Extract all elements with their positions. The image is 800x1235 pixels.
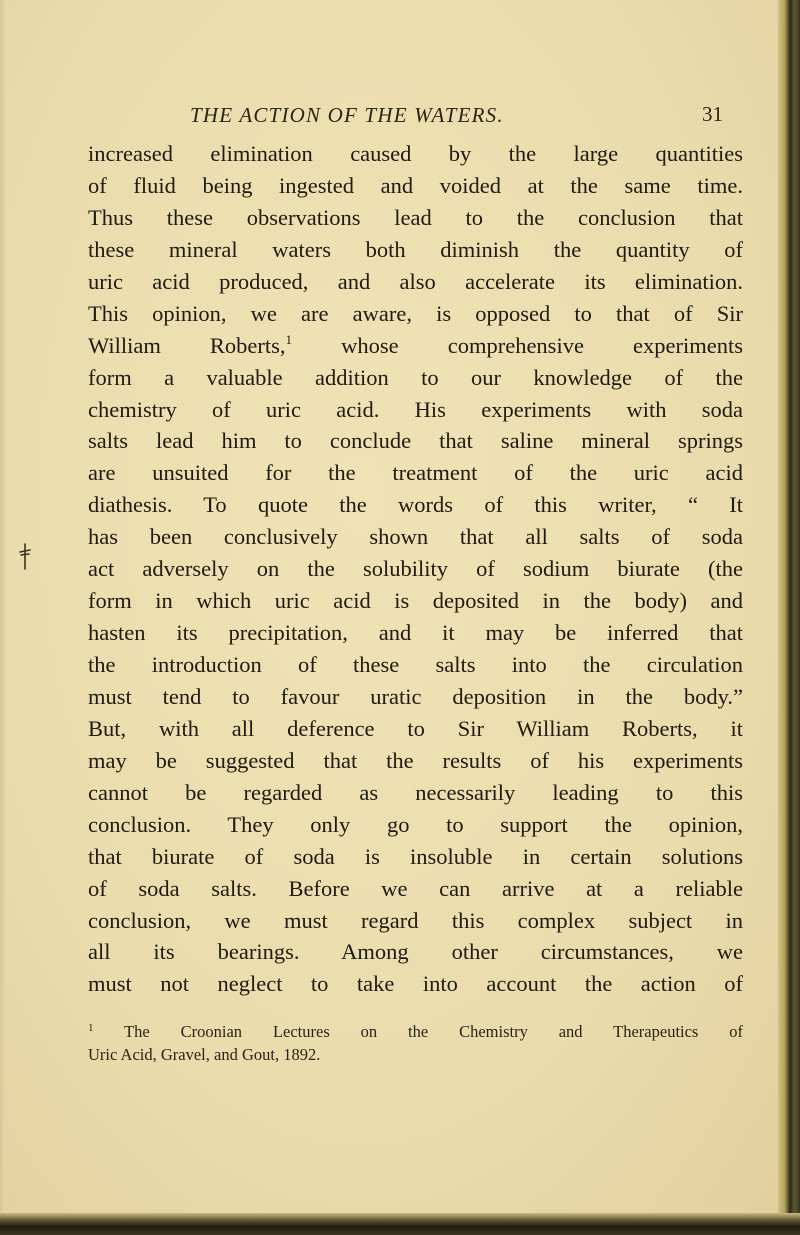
text-line: of soda salts. Before we can arrive at a reliable	[88, 875, 743, 901]
text-line: form in which uric acid is deposited in the body) and	[88, 588, 743, 614]
text-line: conclusion, we must regard this complex subject in	[88, 907, 743, 933]
text-line: all its bearings. Among other circumstances, we	[88, 939, 743, 965]
text-line: hasten its precipitation, and it may be inferred that	[88, 620, 743, 646]
page-left-edge	[0, 0, 6, 1235]
running-title: THE ACTION OF THE WATERS.	[190, 103, 504, 127]
text-line: these mineral waters both diminish the quantity of	[88, 236, 743, 262]
text-line: Thus these observations lead to the conclusion that	[88, 204, 743, 230]
text-line: may be suggested that the results of his experiments	[88, 747, 743, 773]
text-line: increased elimination caused by the large quantities	[88, 141, 743, 166]
footnote-text: The Croonian Lectures on the Chemistry and Therapeutics of	[93, 1022, 743, 1041]
text-line: must tend to favour uratic deposition in the body.”	[88, 683, 743, 709]
footnote-line: Uric Acid, Gravel, and Gout, 1892.	[88, 1045, 321, 1064]
text-line: diathesis. To quote the words of this writer, “ It	[88, 492, 743, 518]
text-segment: whose comprehensive experiments	[292, 332, 743, 358]
text-line: form a valuable addition to our knowledge of the	[88, 364, 743, 390]
text-line: must not neglect to take into account the action of	[88, 971, 743, 997]
text-line-with-footnote-ref	[88, 330, 743, 362]
text-line: uric acid produced, and also accelerate its elimination.	[88, 268, 743, 294]
text-line: of fluid being ingested and voided at the same time.	[88, 172, 743, 198]
text-line: cannot be regarded as necessarily leading to this	[88, 779, 743, 805]
text-line: the introduction of these salts into the circulation	[88, 652, 743, 677]
text-line: has been conclusively shown that all salts of soda	[88, 524, 743, 550]
footnote	[88, 1020, 743, 1066]
text-line: are unsuited for the treatment of the uric acid	[88, 460, 743, 486]
body-text	[88, 138, 743, 1000]
text-line: chemistry of uric acid. His experiments with soda	[88, 396, 743, 422]
page-number: 31	[702, 102, 723, 126]
page-right-edge	[778, 0, 800, 1235]
footnote-line	[88, 1020, 743, 1043]
footnote-reference: 1	[285, 331, 293, 347]
text-line: This opinion, we are aware, is opposed to that of Sir	[88, 300, 743, 326]
text-line: act adversely on the solubility of sodium biurate (the	[88, 556, 743, 582]
text-line: But, with all deference to Sir William Roberts, it	[88, 715, 743, 741]
text-segment: William Roberts,	[88, 332, 286, 358]
text-line: conclusion. They only go to support the opinion,	[88, 811, 743, 837]
text-line: that biurate of soda is insoluble in certain solutions	[88, 843, 743, 869]
page-bottom-edge	[0, 1213, 800, 1235]
margin-cross-mark-icon	[18, 543, 32, 571]
footnote-marker: 1	[88, 1022, 94, 1034]
text-line: salts lead him to conclude that saline mineral springs	[88, 428, 743, 454]
